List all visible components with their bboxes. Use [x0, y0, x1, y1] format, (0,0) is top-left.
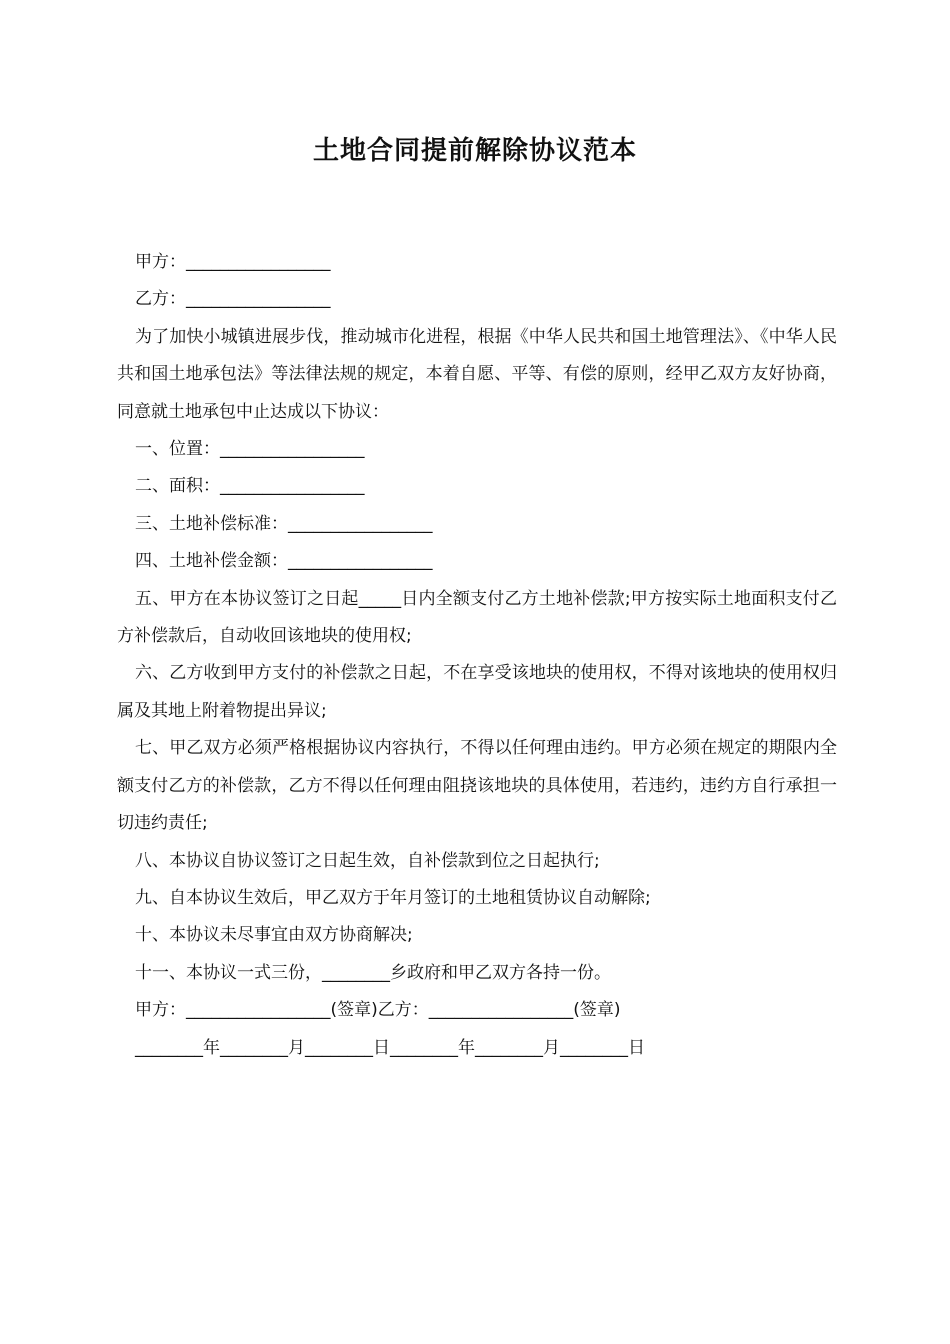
party-b-line: 乙方：_________________ — [135, 289, 331, 310]
clause-8-effective: 八、本协议自协议签订之日起生效，自补偿款到位之日起执行; — [135, 850, 600, 871]
document-body — [117, 244, 837, 1067]
clause-10-negotiation: 十、本协议未尽事宜由双方协商解决; — [135, 925, 413, 946]
document-title: 土地合同提前解除协议范本 — [312, 136, 637, 166]
clause-5-payment: 五、甲方在本协议签订之日起_____日内全额支付乙方土地补偿款;甲方按实际土地面积支付乙方补偿款后，自动收回该地块的使用权; — [117, 588, 837, 647]
clause-9-termination: 九、自本协议生效后，甲乙双方于年月签订的土地租赁协议自动解除; — [135, 887, 651, 908]
clause-4-compensation-amount: 四、土地补偿金额：_________________ — [135, 551, 433, 572]
clause-3-compensation-standard: 三、土地补偿标准：_________________ — [135, 513, 433, 534]
signature-line: 甲方：_________________(签章)乙方：_________________(签章) — [135, 1000, 621, 1021]
clause-7-breach: 七、甲乙双方必须严格根据协议内容执行，不得以任何理由违约。甲方必须在规定的期限内全额支付乙方的补偿款，乙方不得以任何理由阻挠该地块的具体使用，若违约，违约方自行承担一切违约责任; — [117, 738, 837, 834]
date-line: ________年________月________日________年________月________日 — [135, 1037, 645, 1058]
clause-2-area: 二、面积：_________________ — [135, 476, 365, 497]
clause-6-right-of-use: 六、乙方收到甲方支付的补偿款之日起，不在享受该地块的使用权，不得对该地块的使用权归属及其地上附着物提出异议; — [117, 663, 837, 721]
preamble-paragraph: 为了加快小城镇进展步伐，推动城市化进程，根据《中华人民共和国土地管理法》、《中华人民共和国土地承包法》等法律法规的规定，本着自愿、平等、有偿的原则，经甲乙双方友好协商，同意就土地承包中止达成以下协议： — [117, 326, 837, 422]
party-a-line: 甲方：_________________ — [135, 252, 331, 272]
clause-1-location: 一、位置：_________________ — [135, 439, 365, 460]
clause-11-copies: 十一、本协议一式三份，________乡政府和甲乙双方各持一份。 — [135, 962, 611, 983]
